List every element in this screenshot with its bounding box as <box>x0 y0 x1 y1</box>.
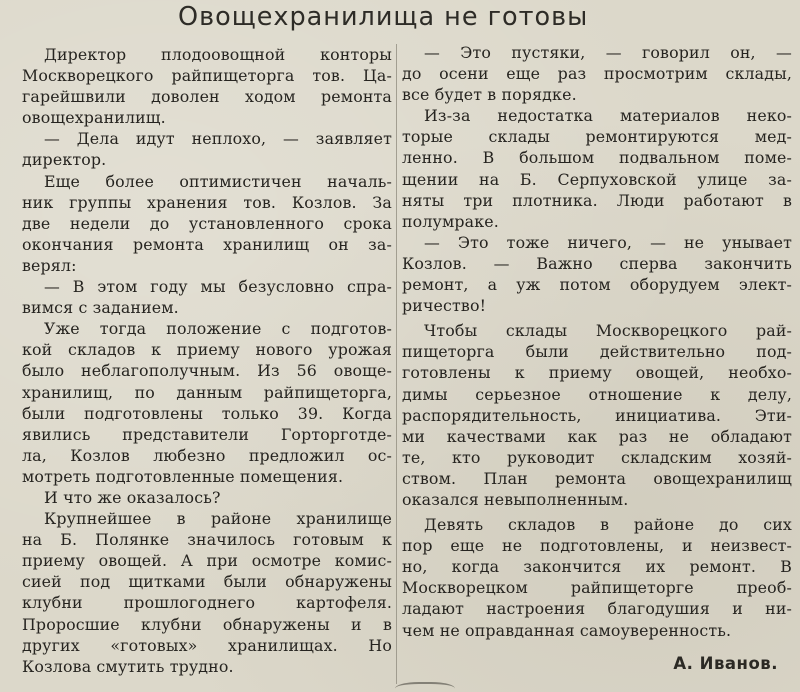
text-line: были подготовлены только 39. Когда <box>22 403 392 423</box>
text-line: ремонт, а уж потом оборудуем элект- <box>402 275 792 295</box>
text-line: — В этом году мы безусловно спра- <box>44 277 392 297</box>
text-line: ричество! <box>402 296 487 316</box>
text-line: те, кто руководит складским хозяй- <box>402 447 792 467</box>
text-line: Козлов. — Важно сперва закончить <box>402 253 792 273</box>
text-line: пор еще не подготовлены, и неизвест- <box>402 536 792 556</box>
text-line: — Дела идут неплохо, — заявляет <box>44 129 392 149</box>
text-line: готовлены к приему овощей, необхо- <box>402 363 792 383</box>
right-column <box>402 42 792 641</box>
text-line: до осени еще раз просмотрим склады, <box>402 64 792 84</box>
left-column <box>22 44 392 677</box>
text-line: Из-за недостатка материалов неко- <box>424 106 792 126</box>
text-line: две недели до установленного срока <box>22 213 392 233</box>
text-line: ством. План ремонта овощехранилищ <box>402 468 792 488</box>
text-line: И что же оказалось? <box>44 487 221 507</box>
text-line: сией под щитками были обнаружены <box>22 572 392 592</box>
text-line: приему овощей. А при осмотре комис- <box>22 551 392 571</box>
text-line: Уже тогда положение с подготов- <box>44 319 392 339</box>
text-line: вимся с заданием. <box>22 298 179 318</box>
text-line: няты три плотника. Люди работают в <box>402 190 792 210</box>
text-line: щении на Б. Серпуховской улице за- <box>402 169 792 189</box>
text-line: гарейшвили доволен ходом ремонта <box>22 87 392 107</box>
text-line: хранилищ, по данным райпищеторга, <box>22 382 392 402</box>
text-line: Козлова смутить трудно. <box>22 656 234 676</box>
text-line: все будет в порядке. <box>402 85 577 105</box>
text-line: Еще более оптимистичен началь- <box>44 171 392 191</box>
article-title: Овощехранилища не готовы <box>178 2 589 32</box>
text-line: окончания ремонта хранилищ он за- <box>22 234 392 254</box>
text-line: Крупнейшее в районе хранилище <box>44 509 392 529</box>
text-line: Чтобы склады Москворецкого рай- <box>424 321 792 341</box>
text-line: Директор плодоовощной конторы <box>44 45 392 64</box>
text-line: мотреть подготовленные помещения. <box>22 466 344 486</box>
text-line: но, когда закончится их ремонт. В <box>402 557 792 577</box>
text-line: оказался невыполненным. <box>402 489 629 509</box>
text-line: — Это тоже ничего, — не унывает <box>424 232 792 252</box>
text-line: ленно. В большом подвальном поме- <box>402 148 792 168</box>
text-line: верял: <box>22 255 77 275</box>
text-line: пищеторга были действительно под- <box>402 342 792 362</box>
text-line: — Это пустяки, — говорил он, — <box>424 43 792 62</box>
text-line: клубни прошлогоднего картофеля. <box>22 593 392 613</box>
column-divider <box>396 44 397 684</box>
text-line: овощехранилищ. <box>22 108 166 128</box>
text-line: распорядительность, инициатива. Эти- <box>402 405 792 425</box>
text-line: полумраке. <box>402 211 499 231</box>
text-line: ник группы хранения тов. Козлов. За <box>22 192 392 212</box>
text-line: ла, Козлов любезно предложил ос- <box>22 445 392 465</box>
text-line: Девять складов в районе до сих <box>424 515 792 535</box>
adjacent-article-fragment <box>395 682 455 692</box>
text-line: других «готовых» хранилищах. Но <box>22 635 392 655</box>
text-line: димы серьезное отношение к делу, <box>402 384 792 404</box>
text-line: Москворецкого райпищеторга тов. Ца- <box>22 66 392 86</box>
text-line: на Б. Полянке значилось готовым к <box>22 530 392 550</box>
text-line: явились представители Горторготде- <box>22 424 392 444</box>
text-line: Москворецком райпищеторге преоб- <box>402 578 792 598</box>
text-line: Проросшие клубни обнаружены и в <box>22 614 392 634</box>
adjacent-headline-fragment <box>760 0 800 22</box>
text-line: торые склады ремонтируются мед- <box>402 127 792 147</box>
text-line: было неблагополучным. Из 56 овоще- <box>22 361 392 381</box>
text-line: директор. <box>22 150 107 170</box>
text-line: чем не оправданная самоуверенность. <box>402 620 732 640</box>
text-line: кой складов к приему нового урожая <box>22 340 392 360</box>
text-line: ми качествами как раз не обладают <box>402 426 792 446</box>
text-line: ладают настроения благодушия и ни- <box>402 599 792 619</box>
author-signature: А. Иванов. <box>673 654 778 673</box>
